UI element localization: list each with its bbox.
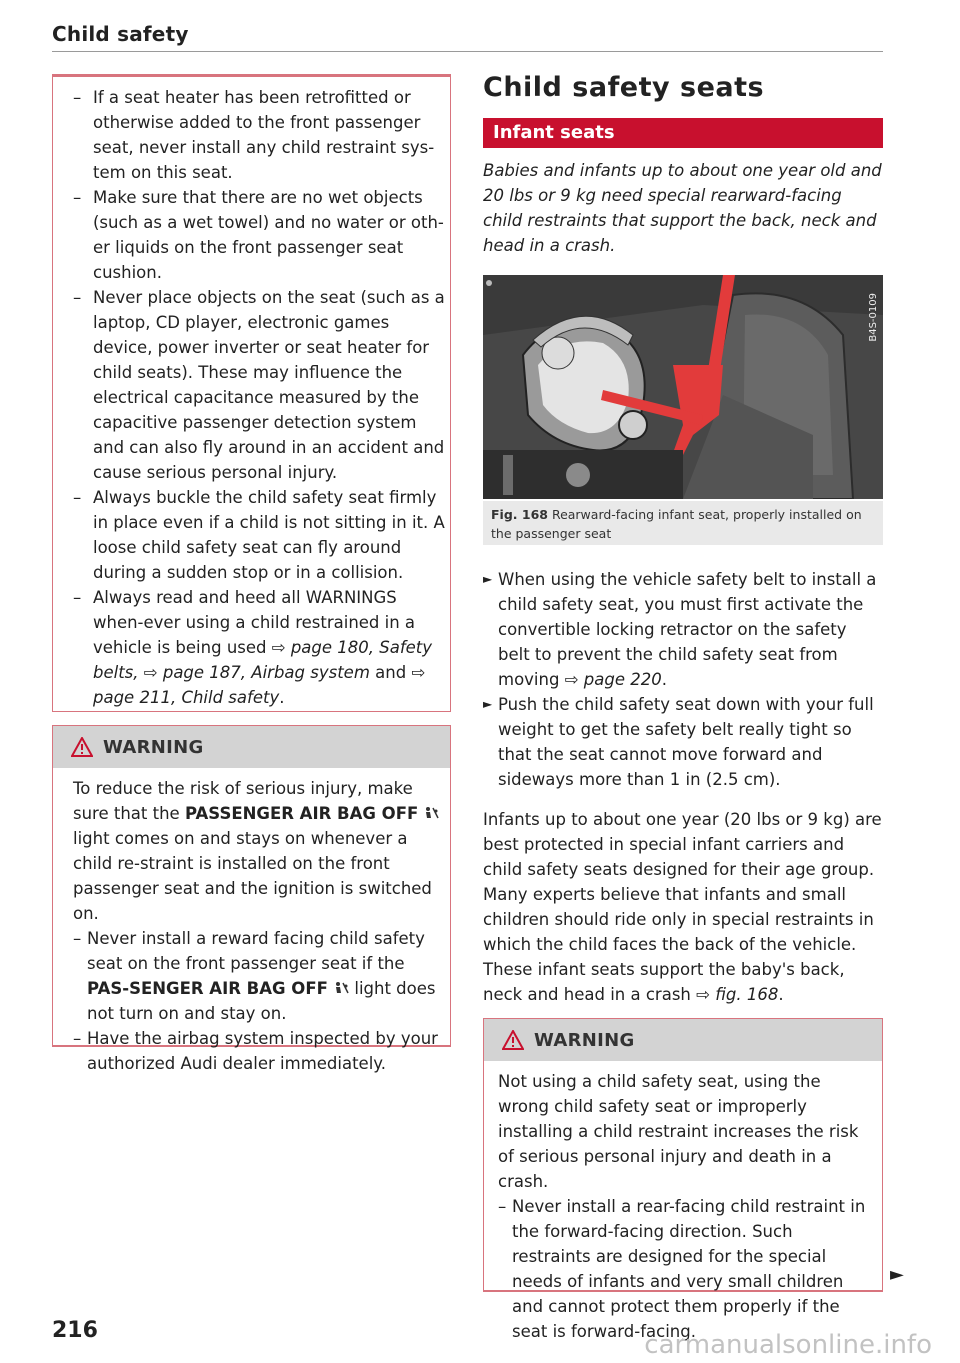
infant-seat-figure: [483, 275, 883, 499]
infant-seat-illustration: [483, 275, 883, 499]
passenger-airbag-off-label: PASSENGER AIR BAG OFF: [184, 804, 419, 823]
instruction-steps: [483, 567, 883, 792]
period: .: [778, 985, 784, 1004]
step-item: [483, 567, 883, 692]
warning-header: [53, 726, 450, 768]
paragraph-text: Infants up to about one year (20 lbs or 9 kg) are best protected in special infant carriers and child safety seats designed for their age group. Many experts believe that infants and small children should ride only in special restraints in which the child faces the back of the vehicle. These infant seats support the baby's back, neck and head in a crash: [483, 810, 882, 1004]
left-warning-continuation-box: [52, 74, 451, 712]
list-item: [65, 585, 445, 710]
list-item: – Never install a rear-facing child restraint in the forward-facing direction. Such restraints are designed for the special needs of infants and very small children and cannot protect them properly if the seat is forward-facing.: [498, 1194, 874, 1344]
body-paragraph: [483, 807, 883, 1007]
page-220-link[interactable]: ⇨ page 220: [564, 670, 662, 689]
list-item: [73, 926, 442, 1026]
warning-box-left: [52, 725, 451, 1073]
airbag-off-icon: [423, 806, 439, 820]
warning-body: [484, 1061, 882, 1344]
subsection-bar: [483, 118, 883, 148]
subsection-title: Infant seats: [493, 122, 615, 143]
page-187-link[interactable]: ⇨ page 187, Airbag system: [143, 663, 370, 682]
airbag-off-icon: [333, 981, 349, 995]
figure-label: Fig. 168: [491, 507, 548, 522]
step-text: When using the vehicle safety belt to install a child safety seat, you must first activate the convertible locking retractor on the safety belt to prevent the child safety seat from moving: [498, 570, 877, 689]
and-text: and: [369, 663, 412, 682]
list-item-text: Never install a reward facing child safety seat on the front passenger seat if the: [87, 929, 425, 973]
period: .: [279, 688, 285, 707]
page-number: 216: [52, 1318, 98, 1343]
warning-title: WARNING: [534, 1029, 635, 1051]
figure-caption: [483, 501, 883, 545]
passenger-airbag-off-label: PAS-SENGER AIR BAG OFF: [87, 979, 328, 998]
header-divider: [52, 51, 883, 52]
left-box-list: [65, 85, 445, 710]
warning-text: To reduce the risk of serious injury, make sure that the: [73, 779, 413, 823]
warning-intro: Not using a child safety seat, using the wrong child safety seat or improperly installing a child restraint increases the risk of serious personal injury and death in a crash.: [498, 1072, 859, 1191]
fig-168-link[interactable]: ⇨ fig. 168: [696, 985, 779, 1004]
step-arrow-icon: ►: [483, 572, 493, 586]
page-180-link[interactable]: ⇨ page 180, Safety belts,: [93, 638, 433, 682]
warning-list: [498, 1194, 874, 1344]
period: .: [661, 670, 667, 689]
list-item-text: light does not turn on and stay on.: [87, 979, 436, 1023]
warning-triangle-icon: [502, 1030, 524, 1050]
warning-box-right: [483, 1018, 883, 1341]
continue-arrow-icon: ►: [890, 1264, 904, 1285]
warning-list: [73, 926, 442, 1076]
page-211-link[interactable]: ⇨ page 211, Child safety: [93, 663, 426, 707]
warning-intro: [73, 776, 442, 926]
step-item: [483, 692, 883, 792]
warning-header: [484, 1019, 882, 1061]
list-item-text: Always read and heed all WARNINGS when-ever using a child restrained in a vehicle is being used: [93, 588, 416, 657]
step-text: Push the child safety seat down with your full weight to get the safety belt really tight so that the seat cannot move forward and sideways more than 1 in (2.5 cm).: [498, 695, 874, 789]
page-header-title: Child safety: [52, 22, 189, 46]
list-item: – If a seat heater has been retrofitted or otherwise added to the front passenger seat, never install any child restraint sys-tem on this seat.: [65, 85, 445, 185]
list-item: – Make sure that there are no wet objects (such as a wet towel) and no water or oth-er liquids on the front passenger seat cushion.: [65, 185, 445, 285]
list-item: – Have the airbag system inspected by your authorized Audi dealer immediately.: [73, 1026, 442, 1076]
intro-paragraph: Babies and infants up to about one year old and 20 lbs or 9 kg need special rearward-facing child restraints that support the back, neck and head in a crash.: [483, 161, 882, 255]
list-item: – Always buckle the child safety seat firmly in place even if a child is not sitting in it. A loose child safety seat can fly around during a sudden stop or in a collision.: [65, 485, 445, 585]
figure-code: B4S-0109: [868, 293, 879, 342]
section-title: Child safety seats: [483, 72, 765, 103]
warning-triangle-icon: [71, 737, 93, 757]
warning-title: WARNING: [103, 736, 204, 758]
watermark: carmanualsonline.info: [644, 1330, 932, 1360]
figure-caption-text: Rearward-facing infant seat, properly installed on the passenger seat: [491, 507, 862, 541]
list-item: – Never place objects on the seat (such as a laptop, CD player, electronic games device, power inverter or seat heater for child seats). These may influence the electrical capacitance measured by the capacitive passenger detection system and can also fly around in an accident and cause serious personal injury.: [65, 285, 445, 485]
step-arrow-icon: ►: [483, 697, 493, 711]
warning-text: light comes on and stays on whenever a child re-straint is installed on the front passenger seat and the ignition is switched on.: [73, 829, 432, 923]
warning-body: [53, 768, 450, 1076]
